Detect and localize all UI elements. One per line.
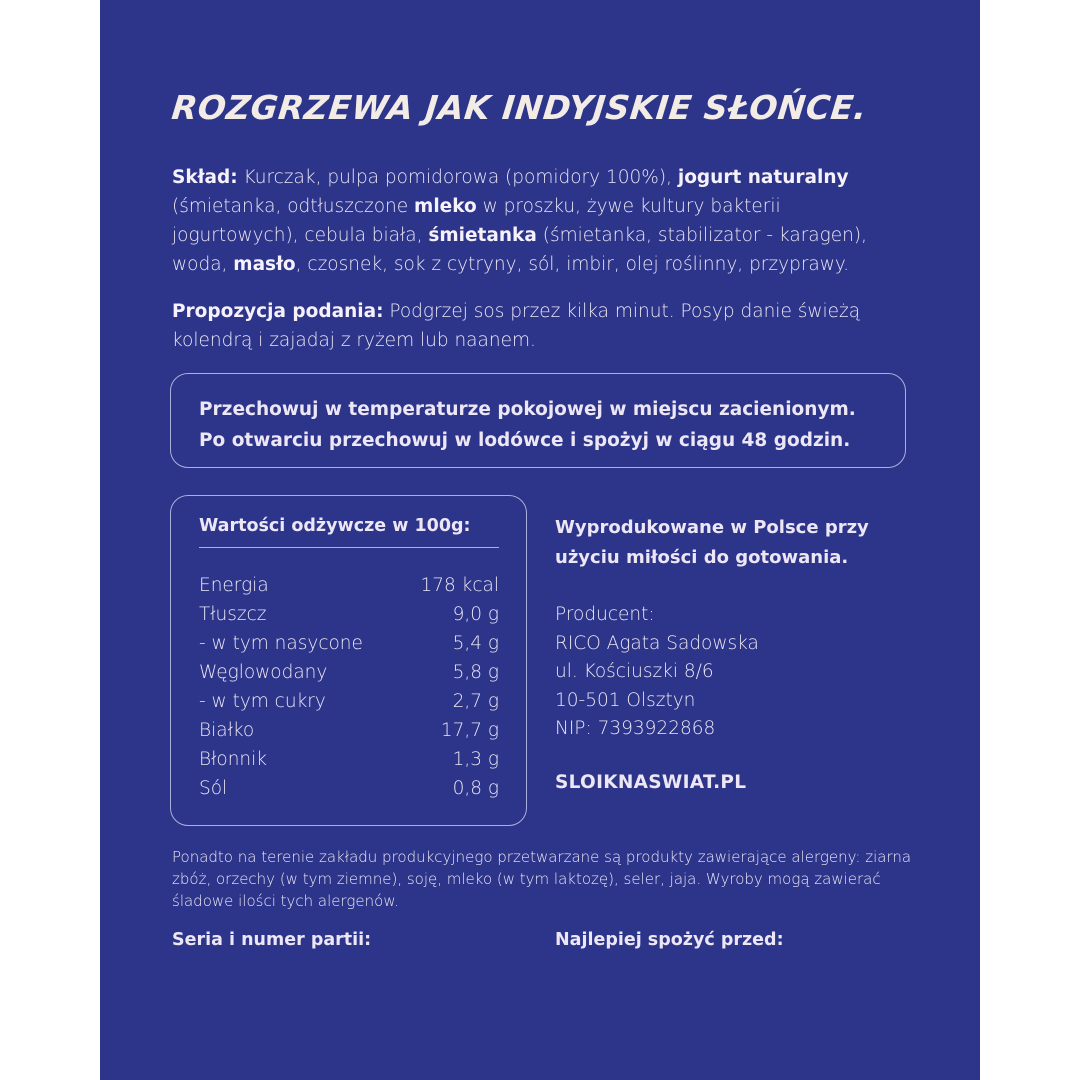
ingredients-part: (śmietanka, stabilizator - karagen), woda, bbox=[172, 225, 867, 275]
nutrition-row bbox=[199, 745, 499, 774]
nutrient-name: Błonnik bbox=[199, 749, 267, 770]
allergen-highlight: jogurt naturalny bbox=[677, 167, 849, 188]
nutrition-row bbox=[199, 658, 499, 687]
nutrient-value: 9,0 g bbox=[452, 604, 499, 625]
nutrition-row bbox=[199, 716, 499, 745]
serving-label: Propozycja podania: bbox=[172, 301, 384, 322]
nutrient-value: 17,7 g bbox=[440, 720, 499, 741]
nutrient-value: 178 kcal bbox=[420, 575, 499, 596]
producer-info bbox=[555, 601, 915, 744]
nutrient-name: Białko bbox=[199, 720, 255, 741]
nutrient-name: Energia bbox=[199, 575, 269, 596]
nutrition-row bbox=[199, 687, 499, 716]
nutrition-row bbox=[199, 629, 499, 658]
producer-column bbox=[555, 513, 915, 793]
nutrient-name: - w tym cukry bbox=[199, 691, 326, 712]
best-before-label: Najlepiej spożyć przed: bbox=[555, 930, 784, 950]
producer-city: 10-501 Olsztyn bbox=[555, 689, 696, 711]
batch-label: Seria i numer partii: bbox=[172, 930, 372, 950]
nutrition-title: Wartości odżywcze w 100g: bbox=[199, 516, 471, 536]
allergen-notice: Ponadto na terenie zakładu produkcyjnego przetwarzane są produkty zawierające alergeny: ziarna zbóż, orzechy (w tym ziemne), soję, mleko (w tym laktozę), seler, jaja. Wyroby mogą zawierać śladowe ilości tych alergenów. bbox=[172, 848, 912, 910]
producer-street: ul. Kościuszki 8/6 bbox=[555, 661, 714, 682]
nutrition-row bbox=[199, 571, 499, 600]
nutrient-name: Węglowodany bbox=[199, 662, 328, 683]
producer-name: RICO Agata Sadowska bbox=[555, 632, 759, 654]
storage-line-2: Po otwarciu przechowuj w lodówce i spożyj w ciągu 48 godzin. bbox=[199, 430, 851, 451]
nutrition-row bbox=[199, 774, 499, 803]
storage-line-1: Przechowuj w temperaturze pokojowej w miejscu zacienionym. bbox=[199, 399, 856, 420]
nutrient-value: 5,8 g bbox=[452, 662, 499, 683]
allergen-highlight: śmietanka bbox=[428, 225, 537, 246]
nutrition-divider bbox=[199, 547, 499, 548]
website: SLOIKNASWIAT.PL bbox=[555, 771, 747, 793]
allergen-highlight: masło bbox=[233, 254, 296, 275]
made-in-line-1: Wyprodukowane w Polsce przy bbox=[555, 517, 869, 538]
nutrient-name: Sól bbox=[199, 778, 228, 799]
made-in-statement bbox=[555, 513, 915, 573]
producer-nip: NIP: 7393922868 bbox=[555, 718, 716, 739]
allergen-highlight: mleko bbox=[414, 196, 477, 217]
nutrient-value: 1,3 g bbox=[452, 749, 499, 770]
serving-suggestion bbox=[172, 297, 902, 355]
product-label bbox=[100, 0, 980, 1080]
ingredients-part: Kurczak, pulpa pomidorowa (pomidory 100%), bbox=[237, 167, 678, 188]
ingredients-part: w proszku, żywe kultury bakterii jogurtowych), cebula biała, bbox=[172, 196, 781, 246]
nutrient-value: 2,7 g bbox=[452, 691, 499, 712]
nutrient-name: - w tym nasycone bbox=[199, 633, 363, 654]
producer-label: Producent: bbox=[555, 604, 655, 625]
made-in-line-2: użyciu miłości do gotowania. bbox=[555, 547, 849, 568]
nutrient-name: Tłuszcz bbox=[199, 604, 267, 625]
nutrient-value: 0,8 g bbox=[452, 778, 499, 799]
ingredients-part: , czosnek, sok z cytryny, sól, imbir, olej roślinny, przyprawy. bbox=[295, 254, 850, 275]
storage-box bbox=[170, 373, 906, 468]
ingredients-text bbox=[172, 163, 902, 279]
nutrition-row bbox=[199, 600, 499, 629]
serving-text: Podgrzej sos przez kilka minut. Posyp danie świeżą kolendrą i zajadaj z ryżem lub naanem. bbox=[172, 301, 861, 351]
nutrition-box bbox=[170, 495, 527, 826]
nutrition-table bbox=[199, 571, 499, 803]
headline: ROZGRZEWA JAK INDYJSKIE SŁOŃCE. bbox=[169, 88, 869, 127]
ingredients-label: Skład: bbox=[172, 167, 238, 188]
ingredients-part: (śmietanka, odtłuszczone bbox=[172, 196, 415, 217]
nutrient-value: 5,4 g bbox=[452, 633, 499, 654]
